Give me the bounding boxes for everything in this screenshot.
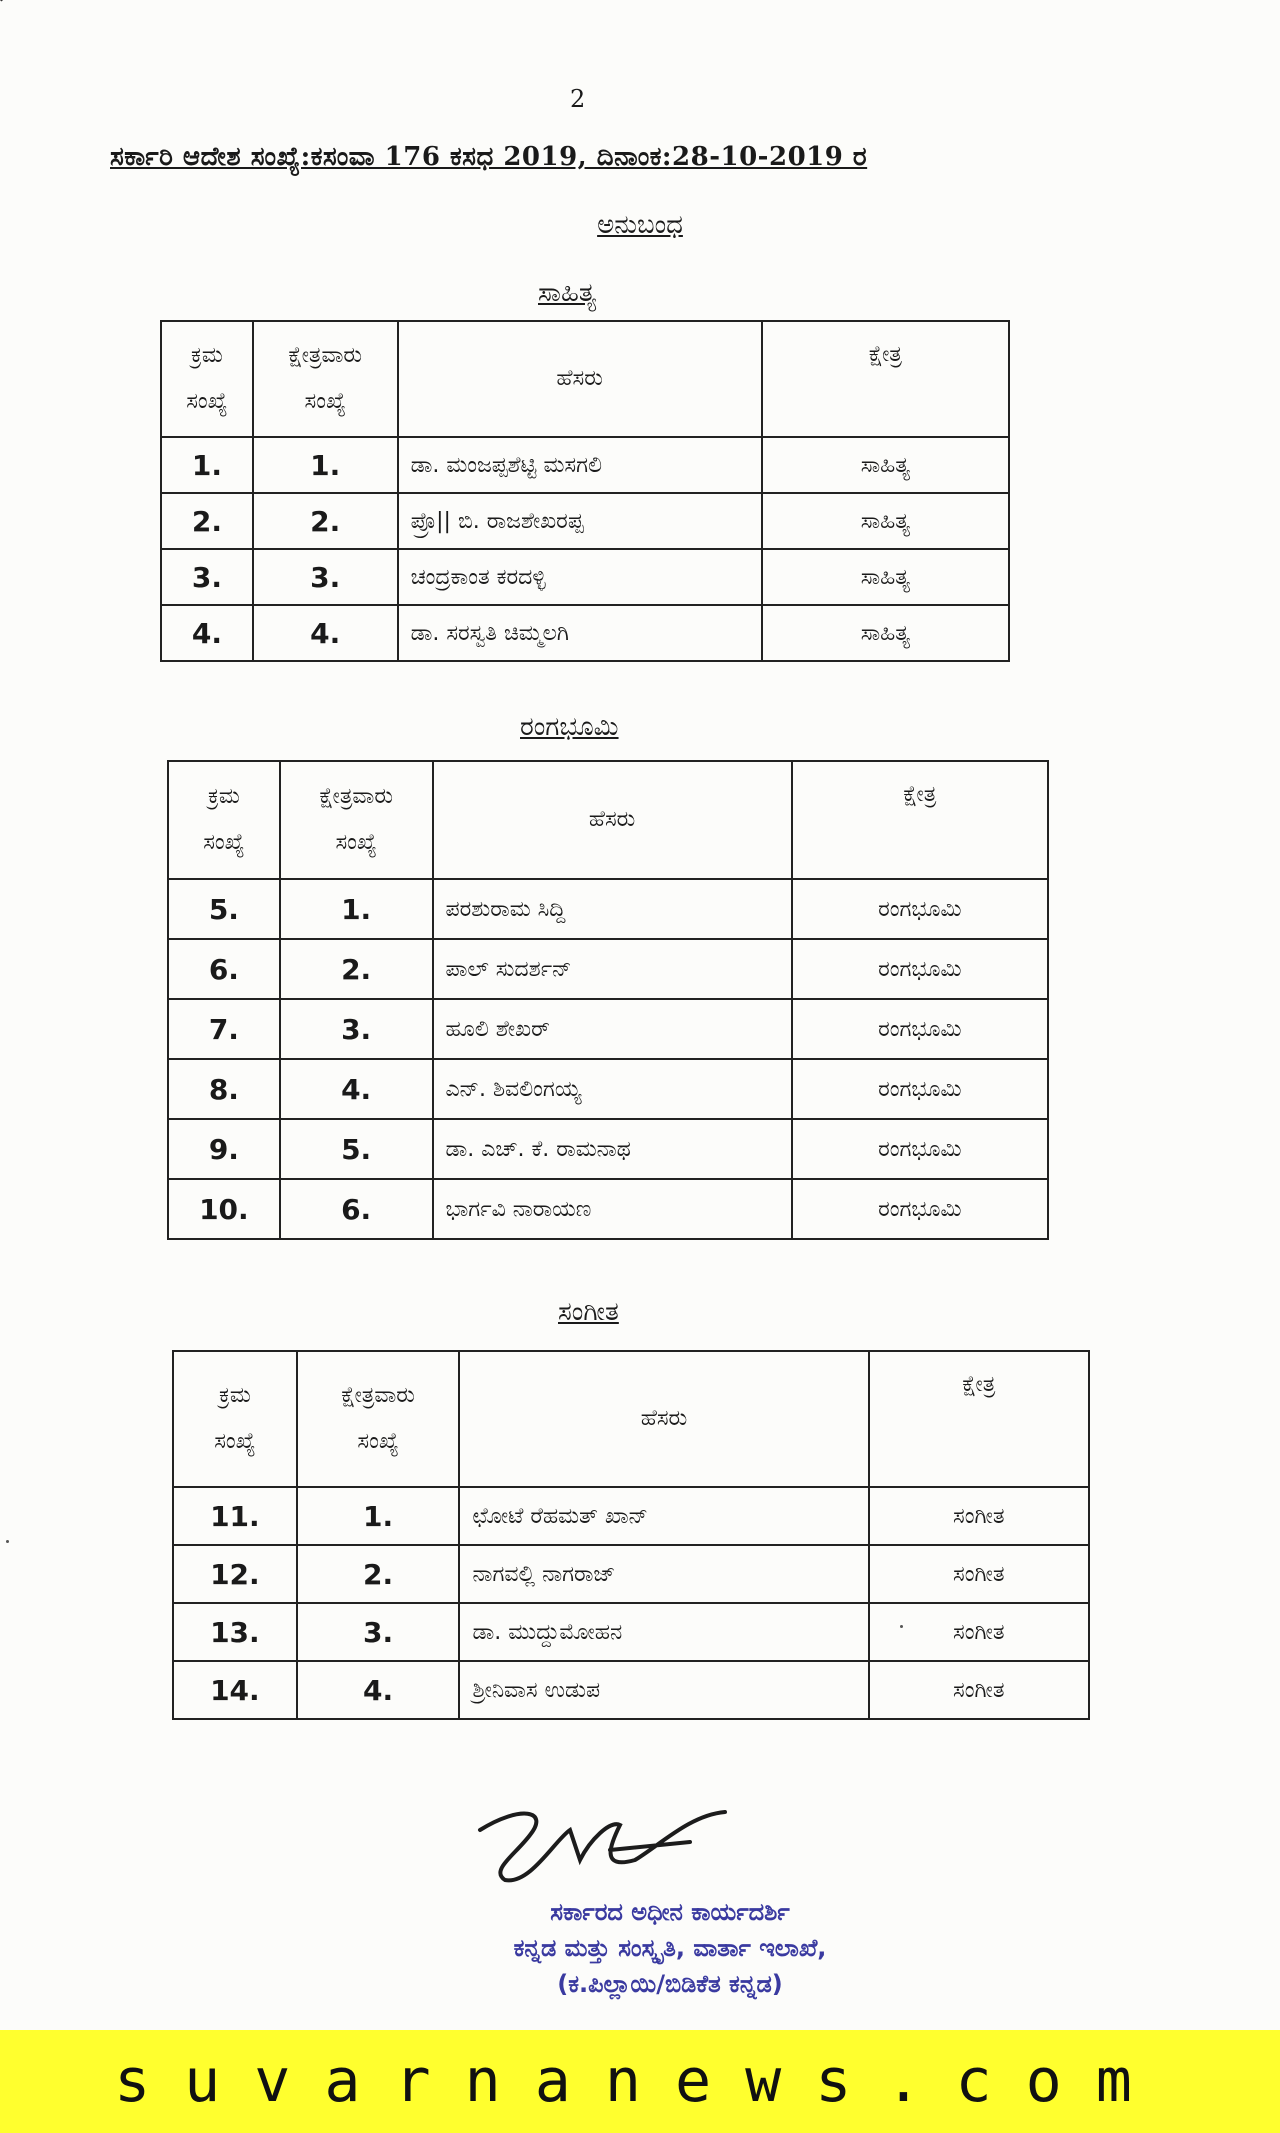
cell-name: ಹೂಲಿ ಶೇಖರ್ bbox=[433, 999, 792, 1059]
cell-fieldwise: 2. bbox=[253, 493, 398, 549]
table-row bbox=[161, 549, 1009, 605]
header-serial: ಕ್ರಮ ಸಂಖ್ಯೆ bbox=[168, 761, 280, 879]
cell-name: ಭಾರ್ಗವಿ ನಾರಾಯಣ bbox=[433, 1179, 792, 1239]
cell-name: ಡಾ. ಮುದ್ದುಮೋಹನ bbox=[459, 1603, 868, 1661]
cell-field: ರಂಗಭೂಮಿ bbox=[792, 939, 1048, 999]
cell-field: ರಂಗಭೂಮಿ bbox=[792, 999, 1048, 1059]
cell-field: ರಂಗಭೂಮಿ bbox=[792, 1059, 1048, 1119]
header-fieldwise: ಕ್ಷೇತ್ರವಾರು ಸಂಖ್ಯೆ bbox=[280, 761, 433, 879]
cell-name: ಡಾ. ಸರಸ್ವತಿ ಚಿಮ್ಮಲಗಿ bbox=[398, 605, 762, 661]
handwritten-signature bbox=[460, 1800, 740, 1890]
cell-serial: 13. bbox=[173, 1603, 297, 1661]
cell-serial: 7. bbox=[168, 999, 280, 1059]
cell-name: ಡಾ. ಮಂಜಪ್ಪಶೆಟ್ಟಿ ಮಸಗಲಿ bbox=[398, 437, 762, 493]
cell-fieldwise: 6. bbox=[280, 1179, 433, 1239]
cell-field: ಸಂಗೀತ bbox=[869, 1545, 1089, 1603]
cell-serial: 12. bbox=[173, 1545, 297, 1603]
header-name: ಹೆಸರು bbox=[398, 321, 762, 437]
cell-field: ರಂಗಭೂಮಿ bbox=[792, 879, 1048, 939]
cell-name: ಛೋಟೆ ರೆಹಮತ್ ಖಾನ್ bbox=[459, 1487, 868, 1545]
table-row bbox=[161, 605, 1009, 661]
cell-serial: 2. bbox=[161, 493, 253, 549]
table-row bbox=[173, 1603, 1089, 1661]
cell-fieldwise: 5. bbox=[280, 1119, 433, 1179]
cell-name: ಡಾ. ಎಚ್. ಕೆ. ರಾಮನಾಥ bbox=[433, 1119, 792, 1179]
cell-fieldwise: 4. bbox=[280, 1059, 433, 1119]
header-fieldwise: ಕ್ಷೇತ್ರವಾರು ಸಂಖ್ಯೆ bbox=[253, 321, 398, 437]
header-serial: ಕ್ರಮ ಸಂಖ್ಯೆ bbox=[173, 1351, 297, 1487]
cell-name: ಶ್ರೀನಿವಾಸ ಉಡುಪ bbox=[459, 1661, 868, 1719]
cell-field: ಸಾಹಿತ್ಯ bbox=[762, 437, 1009, 493]
table-row bbox=[168, 939, 1048, 999]
table-row bbox=[173, 1661, 1089, 1719]
cell-field: ರಂಗಭೂಮಿ bbox=[792, 1179, 1048, 1239]
table-music bbox=[172, 1350, 1090, 1720]
section-title-literature: ಸಾಹಿತ್ಯ bbox=[538, 278, 597, 308]
cell-fieldwise: 4. bbox=[297, 1661, 460, 1719]
cell-fieldwise: 2. bbox=[297, 1545, 460, 1603]
header-serial: ಕ್ರಮ ಸಂಖ್ಯೆ bbox=[161, 321, 253, 437]
cell-fieldwise: 3. bbox=[253, 549, 398, 605]
watermark-text: suvarnanews.com bbox=[114, 2046, 1166, 2116]
table-row bbox=[161, 437, 1009, 493]
cell-field: ಸಾಹಿತ್ಯ bbox=[762, 549, 1009, 605]
order-reference: ಸರ್ಕಾರಿ ಆದೇಶ ಸಂಖ್ಯೆ:ಕಸಂವಾ 176 ಕಸಧ 2019, ದಿನಾಂಕ:28-10-2019 ರ bbox=[110, 142, 868, 172]
cell-field: ರಂಗಭೂಮಿ bbox=[792, 1119, 1048, 1179]
header-field: ಕ್ಷೇತ್ರ bbox=[869, 1351, 1089, 1487]
cell-serial: 14. bbox=[173, 1661, 297, 1719]
header-name: ಹೆಸರು bbox=[433, 761, 792, 879]
header-fieldwise: ಕ್ಷೇತ್ರವಾರು ಸಂಖ್ಯೆ bbox=[297, 1351, 460, 1487]
table-header-row bbox=[173, 1351, 1089, 1487]
header-field: ಕ್ಷೇತ್ರ bbox=[792, 761, 1048, 879]
cell-name: ಪ್ರೊ|| ಬಿ. ರಾಜಶೇಖರಪ್ಪ bbox=[398, 493, 762, 549]
cell-field: ಸಾಹಿತ್ಯ bbox=[762, 493, 1009, 549]
cell-field: ಸಂಗೀತ bbox=[869, 1603, 1089, 1661]
signature-name: (ಕ.ಪಿಲ್ಲಾಯಿ/ಬಿಡಿಕೆತ ಕನ್ನಡ) bbox=[557, 1970, 783, 1998]
table-row bbox=[161, 493, 1009, 549]
table-literature bbox=[160, 320, 1010, 662]
cell-serial: 6. bbox=[168, 939, 280, 999]
table-row bbox=[168, 1059, 1048, 1119]
cell-fieldwise: 4. bbox=[253, 605, 398, 661]
cell-name: ನಾಗವಲ್ಲಿ ನಾಗರಾಜ್ bbox=[459, 1545, 868, 1603]
table-header-row bbox=[161, 321, 1009, 437]
section-title-music: ಸಂಗೀತ bbox=[558, 1297, 619, 1327]
header-name: ಹೆಸರು bbox=[459, 1351, 868, 1487]
cell-serial: 8. bbox=[168, 1059, 280, 1119]
cell-name: ಚಂದ್ರಕಾಂತ ಕರದಳ್ಳಿ bbox=[398, 549, 762, 605]
table-row bbox=[173, 1487, 1089, 1545]
table-row bbox=[173, 1545, 1089, 1603]
cell-name: ಪರಶುರಾಮ ಸಿದ್ದಿ bbox=[433, 879, 792, 939]
table-theatre bbox=[167, 760, 1049, 1240]
cell-fieldwise: 1. bbox=[253, 437, 398, 493]
cell-fieldwise: 1. bbox=[280, 879, 433, 939]
scan-speck bbox=[6, 1540, 9, 1543]
cell-fieldwise: 2. bbox=[280, 939, 433, 999]
cell-serial: 10. bbox=[168, 1179, 280, 1239]
table-row bbox=[168, 999, 1048, 1059]
cell-serial: 11. bbox=[173, 1487, 297, 1545]
cell-fieldwise: 3. bbox=[297, 1603, 460, 1661]
table-row bbox=[168, 1179, 1048, 1239]
scan-corner-mark bbox=[0, 0, 32, 2]
signature-block bbox=[420, 1800, 920, 2002]
cell-field: ಸಂಗೀತ bbox=[869, 1661, 1089, 1719]
signature-designation: ಸರ್ಕಾರದ ಅಧೀನ ಕಾರ್ಯದರ್ಶಿ bbox=[550, 1898, 790, 1926]
cell-name: ಎನ್. ಶಿವಲಿಂಗಯ್ಯ bbox=[433, 1059, 792, 1119]
cell-fieldwise: 3. bbox=[280, 999, 433, 1059]
watermark-banner bbox=[0, 2030, 1280, 2133]
table-header-row bbox=[168, 761, 1048, 879]
section-title-theatre: ರಂಗಭೂಮಿ bbox=[520, 712, 619, 742]
cell-serial: 4. bbox=[161, 605, 253, 661]
table-row bbox=[168, 1119, 1048, 1179]
cell-serial: 1. bbox=[161, 437, 253, 493]
header-field: ಕ್ಷೇತ್ರ bbox=[762, 321, 1009, 437]
cell-name: ಪಾಲ್ ಸುದರ್ಶನ್ bbox=[433, 939, 792, 999]
cell-fieldwise: 1. bbox=[297, 1487, 460, 1545]
cell-serial: 3. bbox=[161, 549, 253, 605]
signature-department: ಕನ್ನಡ ಮತ್ತು ಸಂಸ್ಕೃತಿ, ವಾರ್ತಾ ಇಲಾಖೆ, bbox=[513, 1934, 827, 1962]
page-number: 2 bbox=[570, 85, 586, 113]
cell-serial: 5. bbox=[168, 879, 280, 939]
cell-field: ಸಂಗೀತ bbox=[869, 1487, 1089, 1545]
cell-serial: 9. bbox=[168, 1119, 280, 1179]
table-row bbox=[168, 879, 1048, 939]
cell-field: ಸಾಹಿತ್ಯ bbox=[762, 605, 1009, 661]
annex-title: ಅನುಬಂಧ bbox=[597, 210, 683, 240]
